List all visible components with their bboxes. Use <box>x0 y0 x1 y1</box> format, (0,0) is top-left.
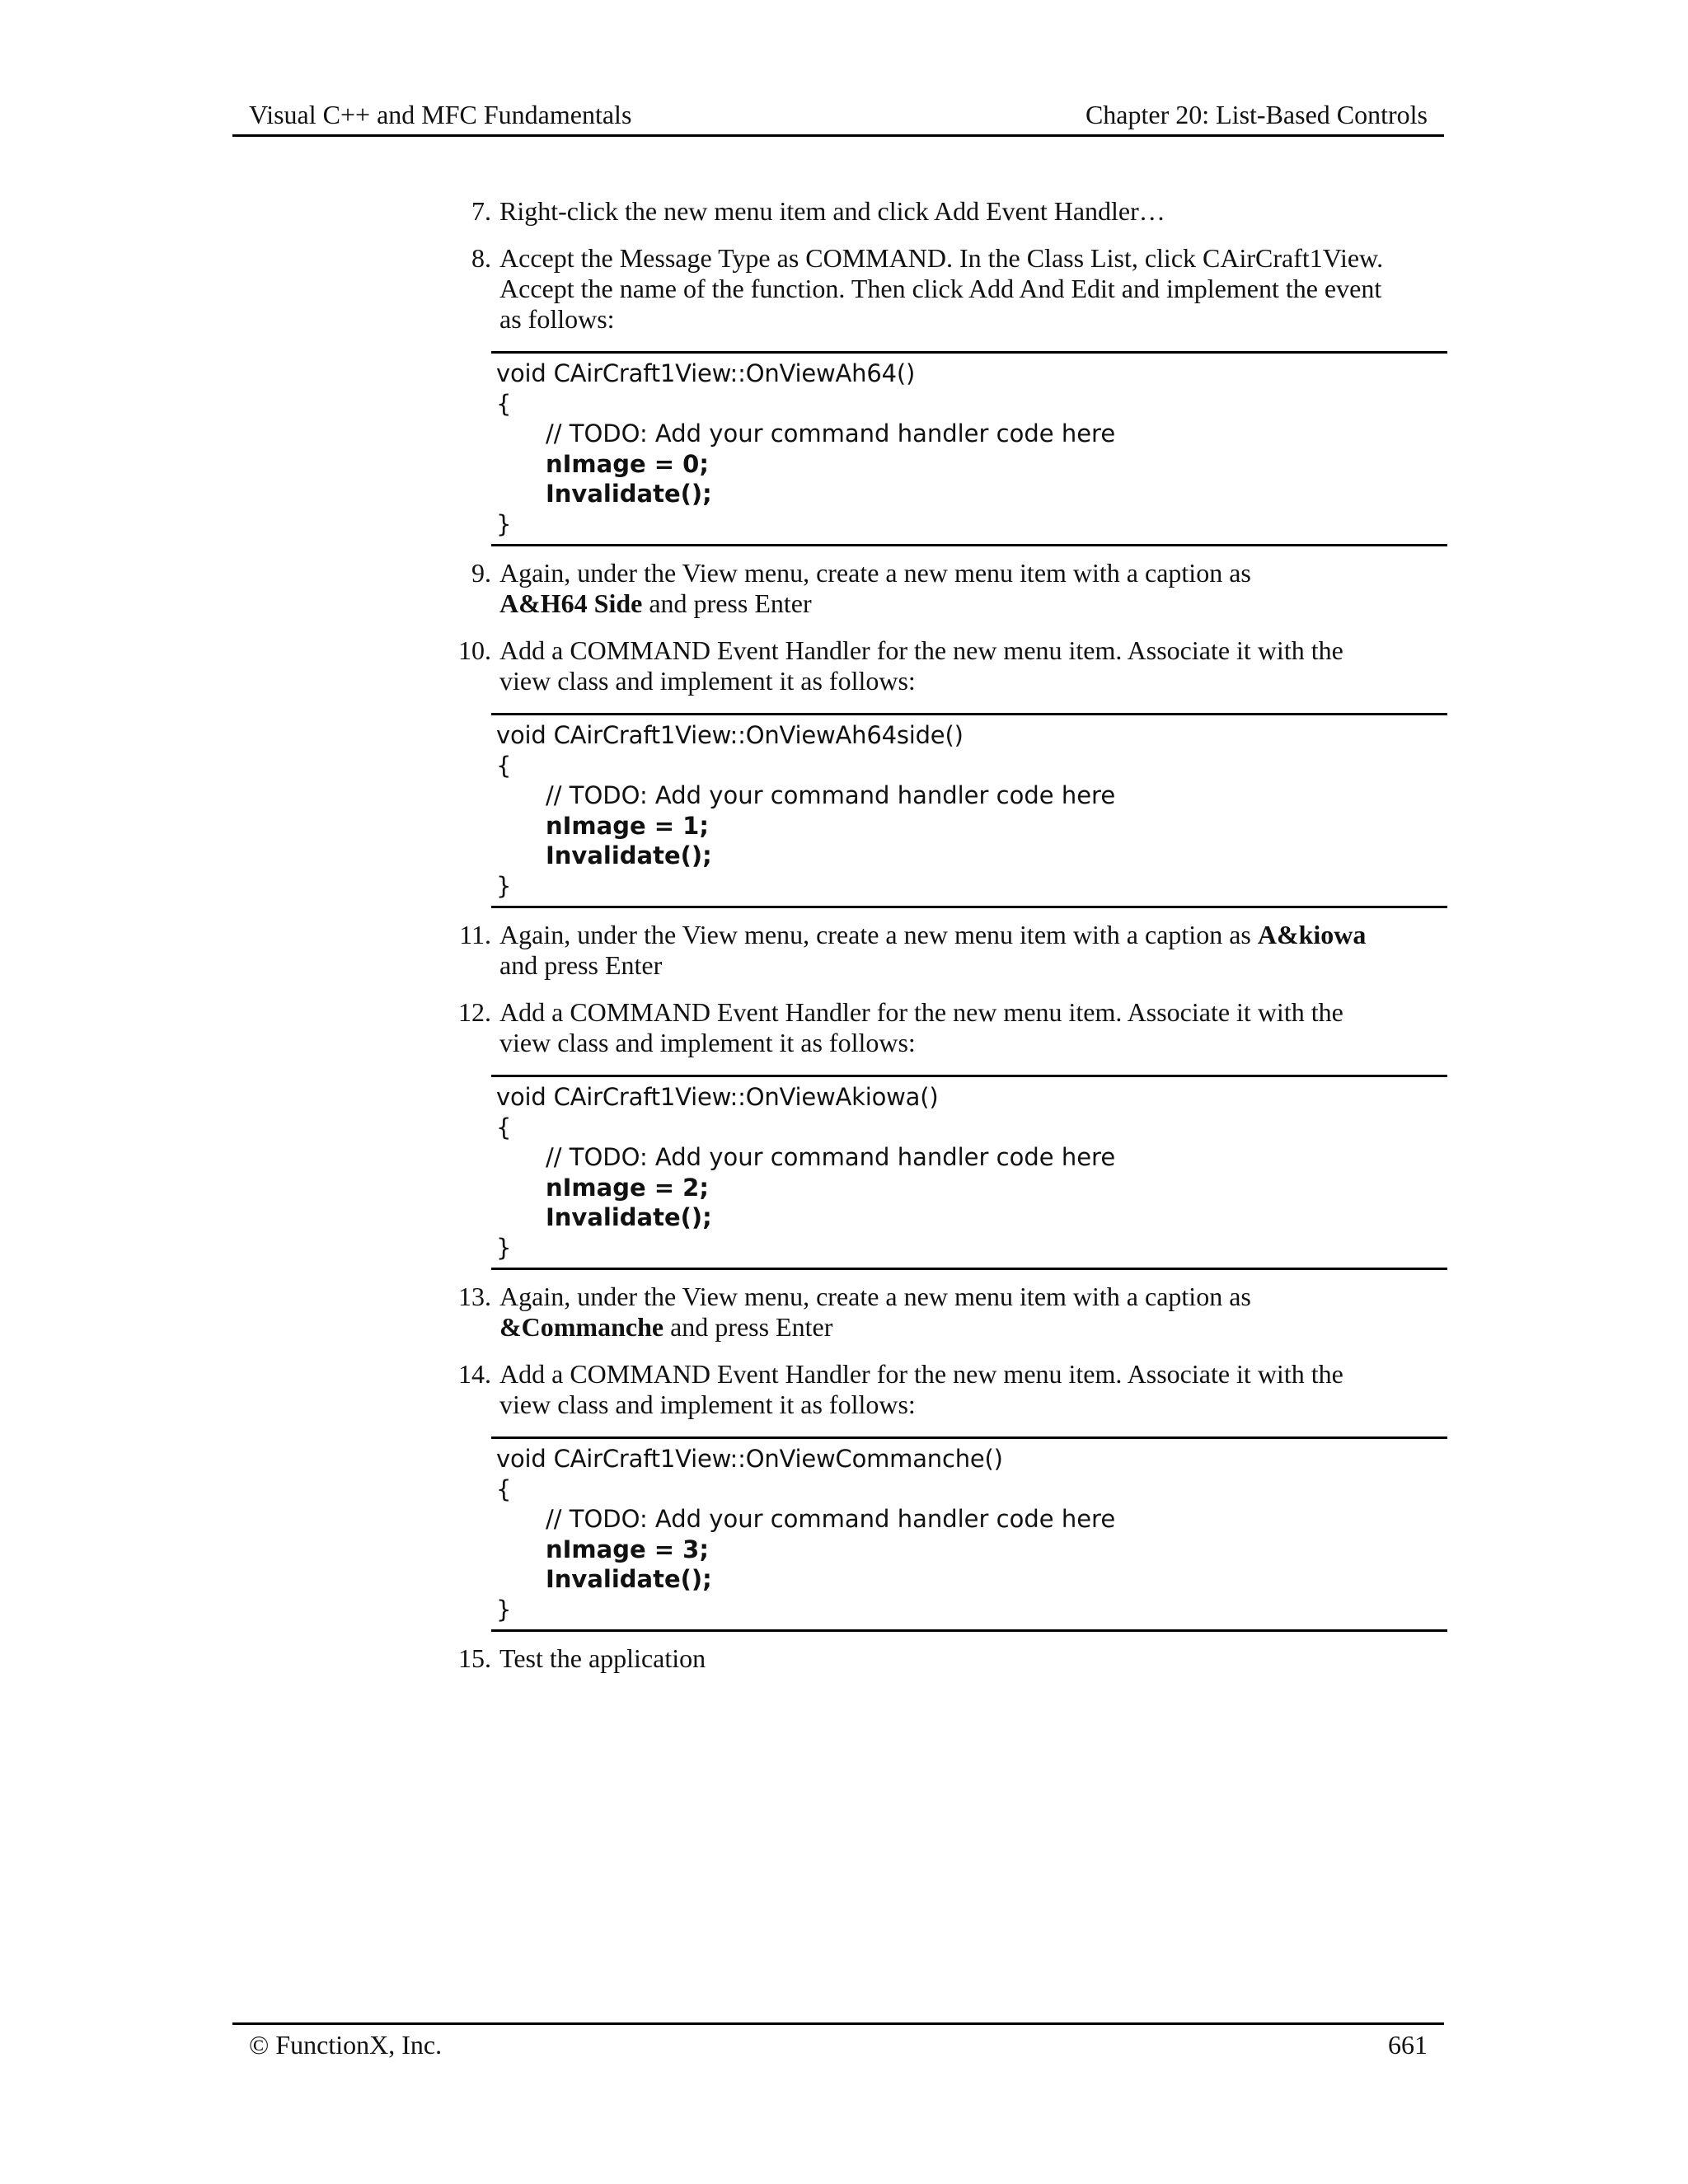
step-12 <box>445 997 1451 1058</box>
step-text-line: view class and implement it as follows: <box>499 1390 916 1419</box>
code-comment: // TODO: Add your command handler code here <box>546 419 1116 448</box>
step-text-line: Again, under the View menu, create a new menu item with a caption as <box>499 558 1251 588</box>
code-call: Invalidate(); <box>546 1565 712 1593</box>
step-number: 8. <box>471 243 491 273</box>
step-13 <box>445 1282 1451 1343</box>
code-assign: nImage = 3; <box>546 1535 709 1563</box>
code-open-brace: { <box>496 751 512 780</box>
code-close-brace: } <box>496 1233 512 1262</box>
code-signature: void CAirCraft1View::OnViewCommanche() <box>496 1445 1003 1473</box>
code-comment: // TODO: Add your command handler code here <box>546 1143 1116 1171</box>
step-number: 12. <box>458 997 491 1027</box>
code-signature: void CAirCraft1View::OnViewAh64() <box>496 359 916 387</box>
step-text-line: as follows: <box>499 304 615 334</box>
page-header <box>232 96 1444 137</box>
code-call: Invalidate(); <box>546 841 712 869</box>
code-call: Invalidate(); <box>546 480 712 508</box>
code-call: Invalidate(); <box>546 1203 712 1231</box>
step-number: 14. <box>458 1359 491 1389</box>
code-comment: // TODO: Add your command handler code here <box>546 781 1116 809</box>
step-number: 13. <box>458 1282 491 1311</box>
code-assign: nImage = 0; <box>546 449 709 478</box>
code-block-commanche <box>491 1436 1447 1632</box>
step-text-line: Accept the name of the function. Then click Add And Edit and implement the event <box>499 274 1382 303</box>
copyright: © FunctionX, Inc. <box>249 2030 443 2060</box>
code-close-brace: } <box>496 1595 512 1624</box>
step-14 <box>445 1359 1451 1420</box>
code-block-ah64side <box>491 713 1447 908</box>
code-open-brace: { <box>496 1113 512 1141</box>
caption-bold: A&H64 Side <box>499 588 643 618</box>
code-block-akiowa <box>491 1075 1447 1270</box>
step-text-rest: and press Enter <box>642 588 812 618</box>
step-number: 11. <box>459 920 491 949</box>
step-8 <box>445 243 1451 335</box>
step-text-line: Add a COMMAND Event Handler for the new menu item. Associate it with the <box>499 1359 1343 1389</box>
step-text-line: Again, under the View menu, create a new menu item with a caption as <box>499 1282 1251 1311</box>
step-text-line: view class and implement it as follows: <box>499 1028 916 1057</box>
code-close-brace: } <box>496 871 512 900</box>
code-signature: void CAirCraft1View::OnViewAkiowa() <box>496 1083 939 1111</box>
page-footer <box>232 2022 1444 2066</box>
code-open-brace: { <box>496 389 512 418</box>
step-text-line: and press Enter <box>499 950 663 980</box>
page-content <box>445 196 1451 1690</box>
step-9 <box>445 558 1451 619</box>
page-number: 661 <box>1388 2030 1428 2060</box>
code-open-brace: { <box>496 1474 512 1503</box>
step-7 <box>445 196 1451 227</box>
step-10 <box>445 635 1451 696</box>
caption-bold: &Commanche <box>499 1312 664 1342</box>
caption-bold: A&kiowa <box>1257 920 1367 949</box>
step-text-line: Again, under the View menu, create a new menu item with a caption as <box>499 920 1258 949</box>
step-15 <box>445 1643 1451 1674</box>
code-comment: // TODO: Add your command handler code here <box>546 1505 1116 1533</box>
book-title: Visual C++ and MFC Fundamentals <box>249 100 632 129</box>
code-assign: nImage = 1; <box>546 811 709 840</box>
step-number: 7. <box>471 196 491 226</box>
step-text-line: Accept the Message Type as COMMAND. In the Class List, click CAirCraft1View. <box>499 243 1384 273</box>
code-signature: void CAirCraft1View::OnViewAh64side() <box>496 721 964 749</box>
step-text: Right-click the new menu item and click Add Event Handler… <box>499 196 1165 226</box>
step-text-line: Add a COMMAND Event Handler for the new menu item. Associate it with the <box>499 997 1343 1027</box>
step-text-line: Add a COMMAND Event Handler for the new menu item. Associate it with the <box>499 635 1343 665</box>
step-text-line: view class and implement it as follows: <box>499 666 916 696</box>
step-number: 15. <box>458 1643 491 1673</box>
step-number: 9. <box>471 558 491 588</box>
chapter-title: Chapter 20: List-Based Controls <box>1085 100 1428 129</box>
code-assign: nImage = 2; <box>546 1173 709 1202</box>
code-close-brace: } <box>496 509 512 538</box>
step-text-rest: and press Enter <box>663 1312 833 1342</box>
code-block-ah64 <box>491 351 1447 546</box>
step-text: Test the application <box>499 1643 706 1673</box>
step-number: 10. <box>458 635 491 665</box>
step-11 <box>445 920 1451 981</box>
